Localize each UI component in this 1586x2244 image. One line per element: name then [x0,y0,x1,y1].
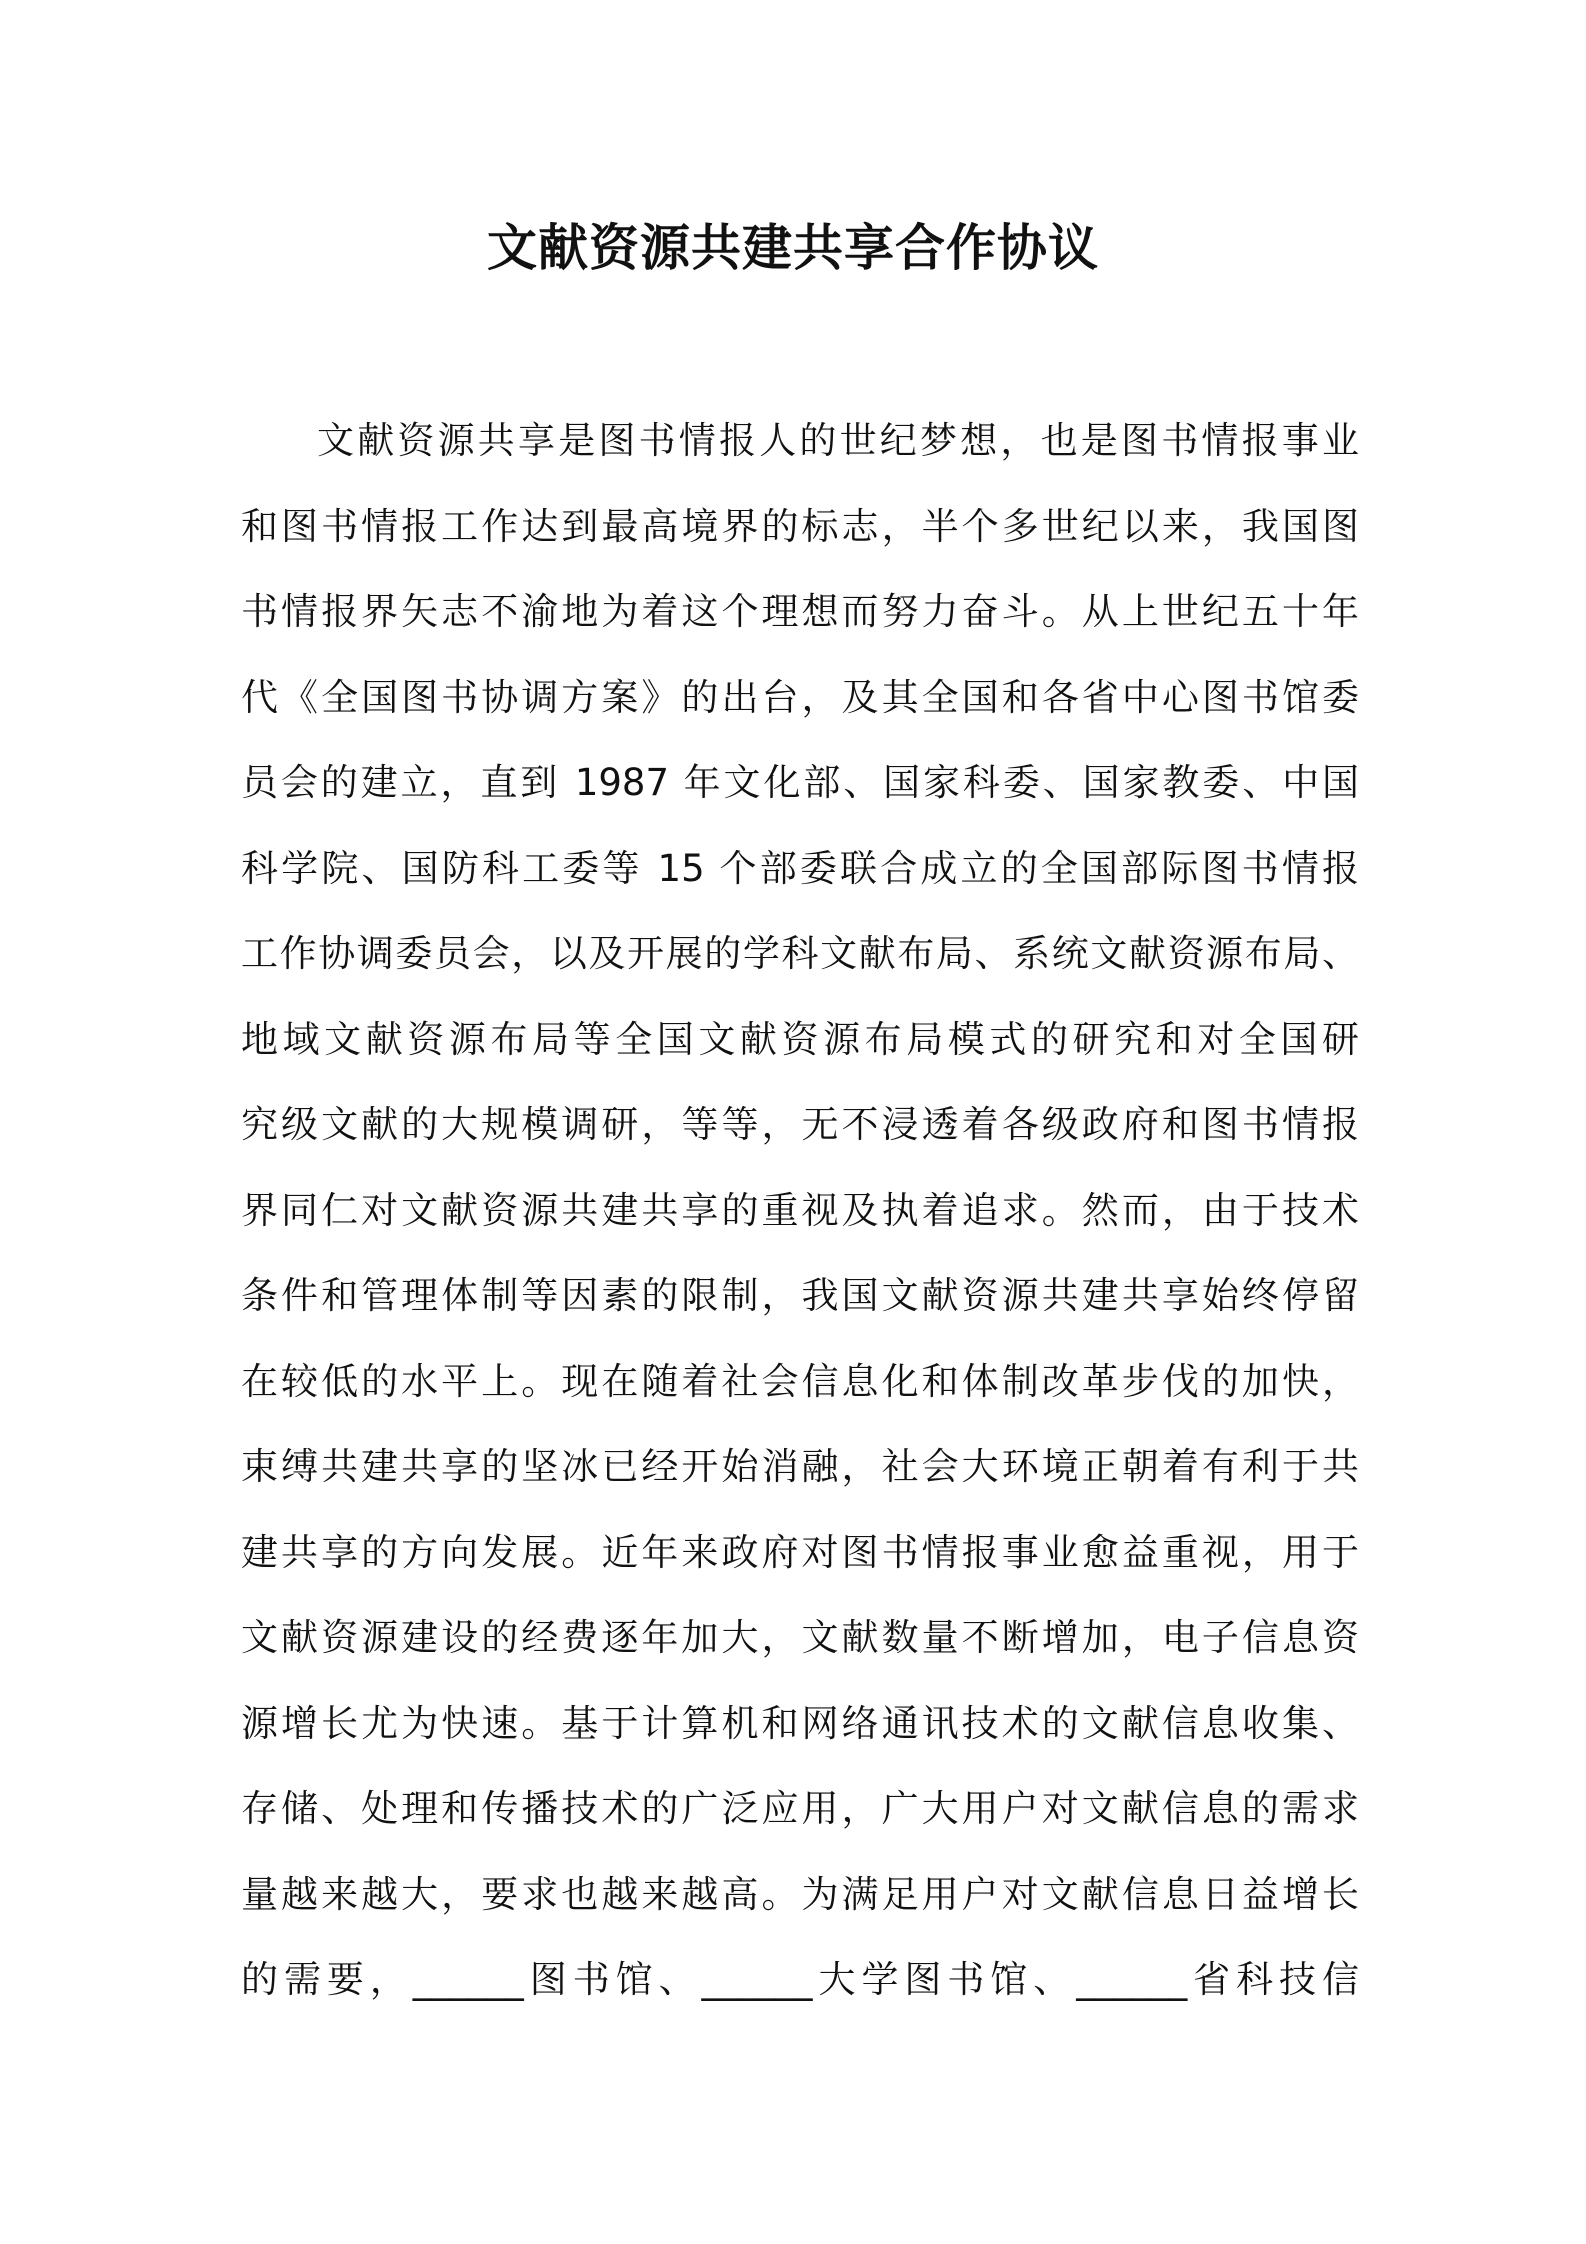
paragraph-line: 究级文献的大规模调研，等等，无不浸透着各级政府和图书情报 [241,1103,1359,1146]
paragraph-line: 存储、处理和传播技术的广泛应用，广大用户对文献信息的需求 [241,1787,1359,1830]
paragraph-line: 的需要，______图书馆、______大学图书馆、______省科技信 [241,1958,1359,2001]
paragraph-line: 束缚共建共享的坚冰已经开始消融，社会大环境正朝着有利于共 [241,1445,1359,1488]
paragraph-line: 在较低的水平上。现在随着社会信息化和体制改革步伐的加快， [241,1359,1359,1403]
paragraph-line: 工作协调委员会，以及开展的学科文献布局、系统文献资源布局、 [241,932,1359,975]
paragraph-line: 文献资源共享是图书情报人的世纪梦想，也是图书情报事业 [317,419,1359,462]
paragraph-line: 文献资源建设的经费逐年加大，文献数量不断增加，电子信息资 [241,1616,1359,1659]
paragraph-line: 书情报界矢志不渝地为着这个理想而努力奋斗。从上世纪五十年 [241,590,1359,633]
paragraph-line: 科学院、国防科工委等 15 个部委联合成立的全国部际图书情报 [241,846,1359,890]
document-body [241,398,1359,2023]
paragraph-line: 代《全国图书协调方案》的出台，及其全国和各省中心图书馆委 [241,675,1359,719]
paragraph-line: 和图书情报工作达到最高境界的标志，半个多世纪以来，我国图 [241,504,1359,548]
paragraph-line: 量越来越大，要求也越来越高。为满足用户对文献信息日益增长 [241,1872,1359,1916]
paragraph-line: 员会的建立，直到 1987 年文化部、国家科委、国家教委、中国 [241,761,1359,804]
paragraph-line: 地域文献资源布局等全国文献资源布局模式的研究和对全国研 [241,1017,1359,1061]
paragraph-line: 条件和管理体制等因素的限制，我国文献资源共建共享始终停留 [241,1274,1359,1317]
paragraph-line: 界同仁对文献资源共建共享的重视及执着追求。然而，由于技术 [241,1188,1359,1232]
paragraph-line: 建共享的方向发展。近年来政府对图书情报事业愈益重视，用于 [241,1530,1359,1574]
document-title: 文献资源共建共享合作协议 [487,219,1099,277]
paragraph-line: 源增长尤为快速。基于计算机和网络通讯技术的文献信息收集、 [241,1701,1359,1745]
